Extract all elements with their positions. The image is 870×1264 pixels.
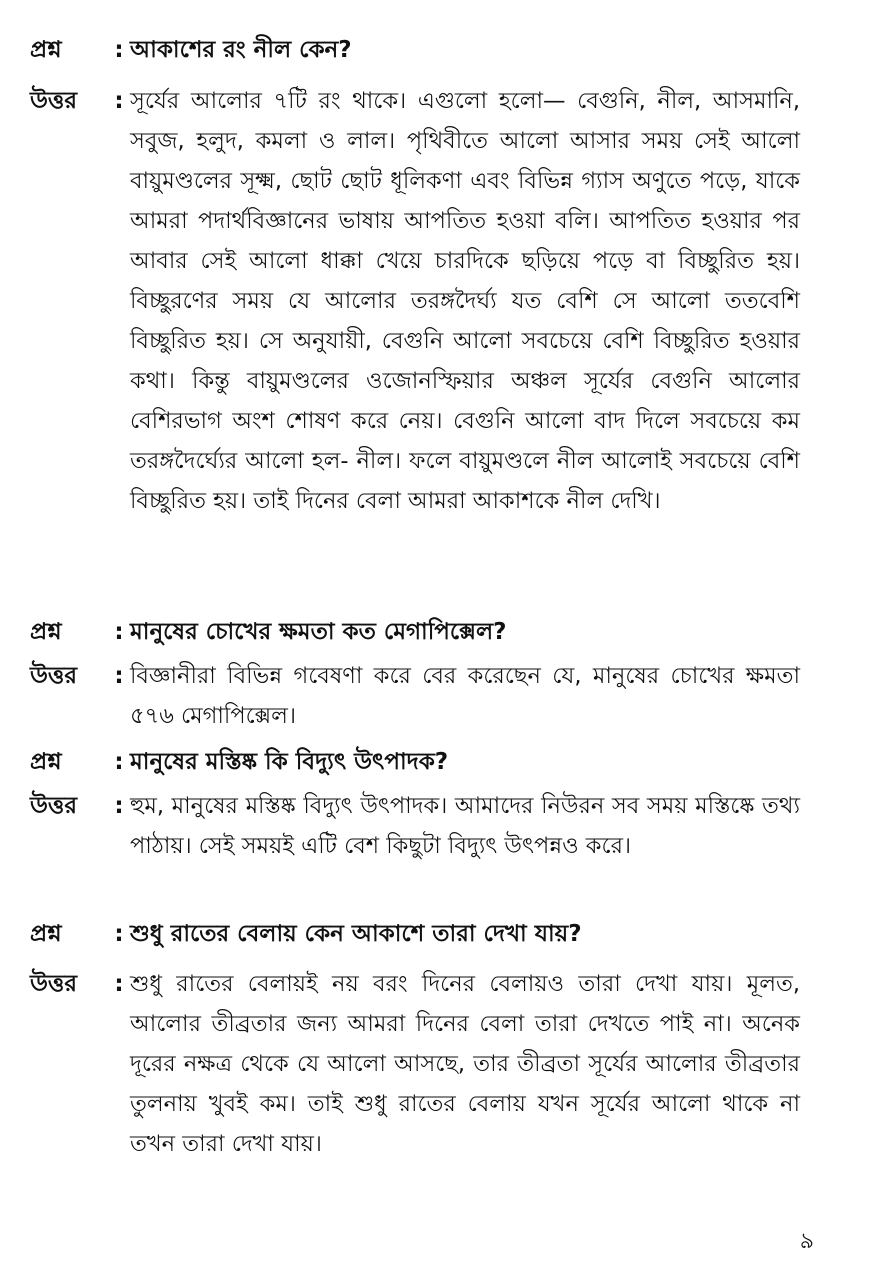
answer-label: উত্তর bbox=[30, 971, 78, 997]
question-label: প্রশ্ন bbox=[30, 749, 62, 775]
answer-label: উত্তর bbox=[30, 663, 78, 689]
question-text: শুধু রাতের বেলায় কেন আকাশে তারা দেখা যায়? bbox=[130, 921, 582, 947]
separator: : bbox=[114, 88, 124, 114]
qa-block-sky-blue bbox=[30, 30, 800, 521]
question-label: প্রশ্ন bbox=[30, 619, 62, 645]
question-label: প্রশ্ন bbox=[30, 921, 62, 947]
answer-row bbox=[30, 656, 800, 736]
question-row bbox=[30, 742, 800, 782]
qa-block-brain-electricity bbox=[30, 742, 800, 866]
question-text: মানুষের মস্তিষ্ক কি বিদ্যুৎ উৎপাদক? bbox=[130, 749, 449, 775]
qa-block-eye-megapixel bbox=[30, 612, 800, 736]
separator: : bbox=[114, 921, 124, 947]
question-row bbox=[30, 612, 800, 652]
question-text: মানুষের চোখের ক্ষমতা কত মেগাপিক্সেল? bbox=[130, 619, 507, 645]
question-label: প্রশ্ন bbox=[30, 37, 62, 63]
separator: : bbox=[114, 37, 124, 63]
question-row bbox=[30, 30, 800, 70]
page-number: ৯ bbox=[799, 1229, 814, 1254]
answer-row bbox=[30, 786, 800, 866]
separator: : bbox=[114, 749, 124, 775]
separator: : bbox=[114, 663, 124, 689]
answer-row bbox=[30, 81, 800, 521]
separator: : bbox=[114, 619, 124, 645]
answer-text: শুধু রাতের বেলায়ই নয় বরং দিনের বেলায়ও তারা দেখা যায়। মূলত, আলোর তীব্রতার জন্য আমরা দিনের বেলা তারা দেখতে পাই না। অনেক দূরের নক্ষত্র থেকে যে আলো আসছে, তার তীব্রতা সূর্যের আলোর তীব্রতার তুলনায় খুবই কম। তাই শুধু রাতের বেলায় যখন সূর্যের আলো থাকে না তখন তারা দেখা যায়। bbox=[130, 971, 800, 1157]
answer-label: উত্তর bbox=[30, 793, 78, 819]
separator: : bbox=[114, 793, 124, 819]
question-row bbox=[30, 914, 800, 954]
separator: : bbox=[114, 971, 124, 997]
answer-row bbox=[30, 964, 800, 1164]
answer-text: হুম, মানুষের মস্তিষ্ক বিদ্যুৎ উৎপাদক। আমাদের নিউরন সব সময় মস্তিষ্কে তথ্য পাঠায়। সেই সময়ই এটি বেশ কিছুটা বিদ্যুৎ উৎপন্নও করে। bbox=[130, 793, 800, 859]
answer-text: বিজ্ঞানীরা বিভিন্ন গবেষণা করে বের করেছেন যে, মানুষের চোখের ক্ষমতা ৫৭৬ মেগাপিক্সেল। bbox=[130, 663, 800, 729]
answer-label: উত্তর bbox=[30, 88, 78, 114]
answer-text: সূর্যের আলোর ৭টি রং থাকে। এগুলো হলো— বেগুনি, নীল, আসমানি, সবুজ, হলুদ, কমলা ও লাল। পৃথিবীতে আলো আসার সময় সেই আলো বায়ুমণ্ডলের সূক্ষ্ম, ছোট ছোট ধূলিকণা এবং বিভিন্ন গ্যাস অণুতে পড়ে, যাকে আমরা পদার্থবিজ্ঞানের ভাষায় আপতিত হওয়া বলি। আপতিত হওয়ার পর আবার সেই আলো ধাক্কা খেয়ে চারদিকে ছড়িয়ে পড়ে বা বিচ্ছুরিত হয়। বিচ্ছুরণের সময় যে আলোর তরঙ্গদৈর্ঘ্য যত বেশি সে আলো ততবেশি বিচ্ছুরিত হয়। সে অনুযায়ী, বেগুনি আলো সবচেয়ে বেশি বিচ্ছুরিত হওয়ার কথা। কিন্তু বায়ুমণ্ডলের ওজোনস্ফিয়ার অঞ্চল সূর্যের বেগুনি আলোর বেশিরভাগ অংশ শোষণ করে নেয়। বেগুনি আলো বাদ দিলে সবচেয়ে কম তরঙ্গদৈর্ঘ্যের আলো হল- নীল। ফলে বায়ুমণ্ডলে নীল আলোই সবচেয়ে বেশি বিচ্ছুরিত হয়। তাই দিনের বেলা আমরা আকাশকে নীল দেখি। bbox=[130, 88, 800, 514]
question-text: আকাশের রং নীল কেন? bbox=[130, 37, 352, 63]
qa-block-stars-at-night bbox=[30, 914, 800, 1164]
